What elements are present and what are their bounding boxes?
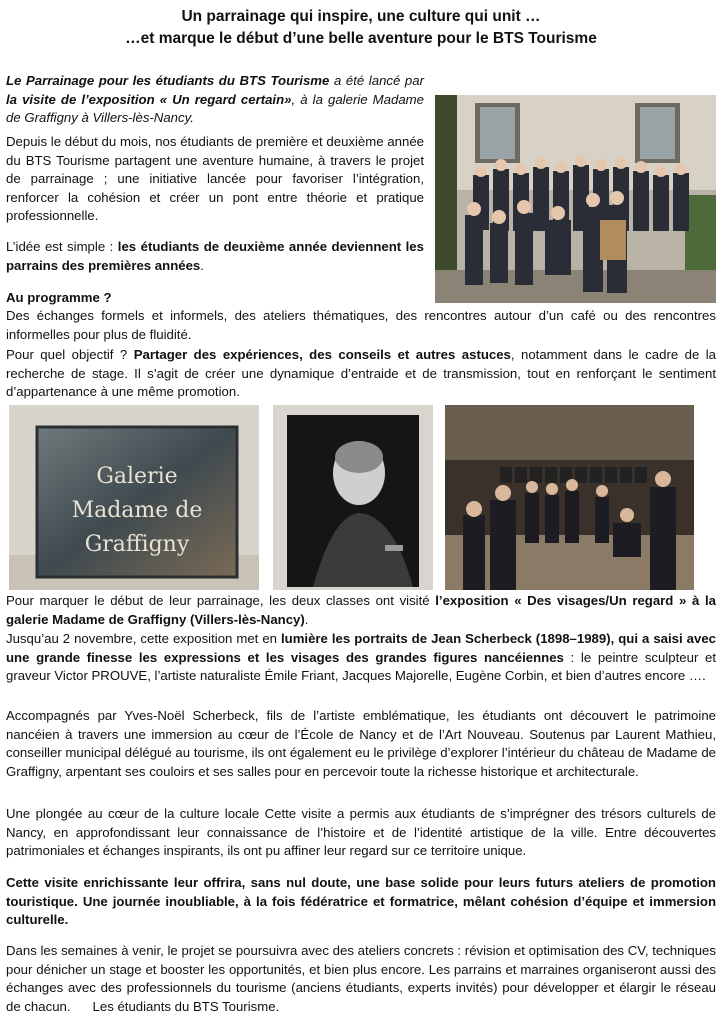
programme-text: Des échanges formels et informels, des ateliers thématiques, des rencontres autour d’un café ou des rencontres informelles pour plus de fluidité. bbox=[6, 308, 716, 342]
intro-mid: a été lancé par bbox=[329, 73, 424, 88]
futur-text: Dans les semaines à venir, le projet se poursuivra avec des ateliers concrets : révision et optimisation des CV, techniques pour dénicher un stage et booster les opportunités, et bien plus encore. Les parrains et marraines organiseront aussi des échanges avec des professionnels du tourisme (anciens étudiants, experts invités) pour développer et élargir le réseau de chacun. bbox=[6, 943, 716, 1014]
para-idee bbox=[6, 238, 424, 275]
title-line-2: …et marque le début d’une belle aventure pour le BTS Tourisme bbox=[125, 30, 597, 47]
objectif-end: , notamment dans le cadre de la recherche de stage. Il s’agit de créer une dynamique d’entraide et de transmission, tout en renforçant le sentiment d’appartenance à une même promotion. bbox=[6, 347, 716, 400]
expo-start: Jusqu’au 2 novembre, cette exposition met en bbox=[6, 631, 281, 646]
intro-end: , à la galerie Madame de Graffigny à Villers-lès-Nancy. bbox=[6, 91, 424, 126]
para-idee-end: . bbox=[200, 257, 204, 273]
visit-paragraph bbox=[6, 592, 716, 629]
visit-end: . bbox=[304, 611, 309, 627]
plaque-photo bbox=[9, 405, 259, 590]
accompagnes-paragraph: Accompagnés par Yves-Noël Scherbeck, fils de l’artiste emblématique, les étudiants ont découvert le patrimoine nancéien à travers une immersion au cœur de l’École de Nancy et de l’Art Nouveau. Soutenus par Laurent Mathieu, conseiller municipal délégué au tourisme, ils ont également eu le privilège d’explorer l’intérieur du château de Madame de Graffigny, arpentant ses couloirs et ses salles pour en percevoir toute la richesse historique et architecturale. bbox=[6, 708, 716, 779]
expo-paragraph bbox=[6, 630, 716, 686]
visit-start: Pour marquer le début de leur parrainage, les deux classes ont visité bbox=[6, 593, 436, 608]
group-photo bbox=[435, 95, 716, 303]
conclusion-bold: Cette visite enrichissante leur offrira, sans nul doute, une base solide pour leurs futurs ateliers de promotion touristique. Une journée inoubliable, à la fois fédératrice et formatrice, mêlant cohésion d’équipe et immersion culturelle. bbox=[6, 875, 716, 928]
gallery-visit-photo bbox=[445, 405, 694, 590]
para-idee-start: L’idée est simple : bbox=[6, 239, 118, 254]
programme-heading-text: Au programme ? bbox=[6, 290, 112, 305]
objectif-bold: Partager des expériences, des conseils et autres astuces bbox=[133, 347, 511, 362]
plaque-line-1: Galerie bbox=[96, 464, 178, 489]
portrait-photo bbox=[273, 405, 433, 590]
para-depuis: Depuis le début du mois, nos étudiants de première et deuxième année du BTS Tourisme partagent une aventure humaine, à travers le projet de parrainage ; une initiative lancée pour favoriser l’intégration, renforcer la cohésion et créer un pont entre théorie et pratique professionnelle. bbox=[6, 134, 424, 224]
expo-bold: lumière les portraits de Jean Scherbeck (1898–1989), qui a saisi avec une grande finesse les expressions et les visages des grandes figures nancéiennes bbox=[6, 631, 716, 665]
signature: Les étudiants du BTS Tourisme. bbox=[92, 998, 280, 1014]
plaque-line-3: Graffigny bbox=[84, 532, 190, 557]
intro-lead: Le Parrainage pour les étudiants du BTS Tourisme bbox=[6, 73, 330, 88]
visit-bold: l’exposition « Des visages/Un regard » à la galerie Madame de Graffigny (Villers-lès-Nancy) bbox=[6, 593, 716, 627]
title-line-1: Un parrainage qui inspire, une culture qui unit … bbox=[181, 8, 541, 25]
expo-end: : le peintre sculpteur et graveur Victor PROUVE, l’artiste naturaliste Émile Friant, Jacques Majorelle, Eugène Corbin, et bien d’autres encore …. bbox=[6, 649, 717, 684]
plaque-line-2: Madame de bbox=[71, 498, 203, 523]
objectif-start: Pour quel objectif ? bbox=[6, 347, 134, 362]
objectif-paragraph bbox=[6, 346, 716, 402]
programme-heading bbox=[6, 289, 426, 308]
page-title bbox=[0, 6, 722, 50]
intro-paragraph bbox=[6, 72, 424, 128]
plongee-paragraph: Une plongée au cœur de la culture locale Cette visite a permis aux étudiants de s’imprégner des trésors culturels de Nancy, en approfondissant leur connaissance de l’histoire et de l’identité artistique de la ville. Entre découvertes patrimoniales et échanges inspirants, ils ont pu affiner leur regard sur ce territoire unique. bbox=[6, 806, 716, 859]
intro-visit: la visite de l’exposition « Un regard certain» bbox=[6, 91, 292, 107]
para-idee-bold: les étudiants de deuxième année deviennent les parrains des premières années bbox=[6, 239, 424, 273]
futur-paragraph bbox=[6, 942, 716, 1016]
conclusion-paragraph bbox=[6, 874, 716, 930]
